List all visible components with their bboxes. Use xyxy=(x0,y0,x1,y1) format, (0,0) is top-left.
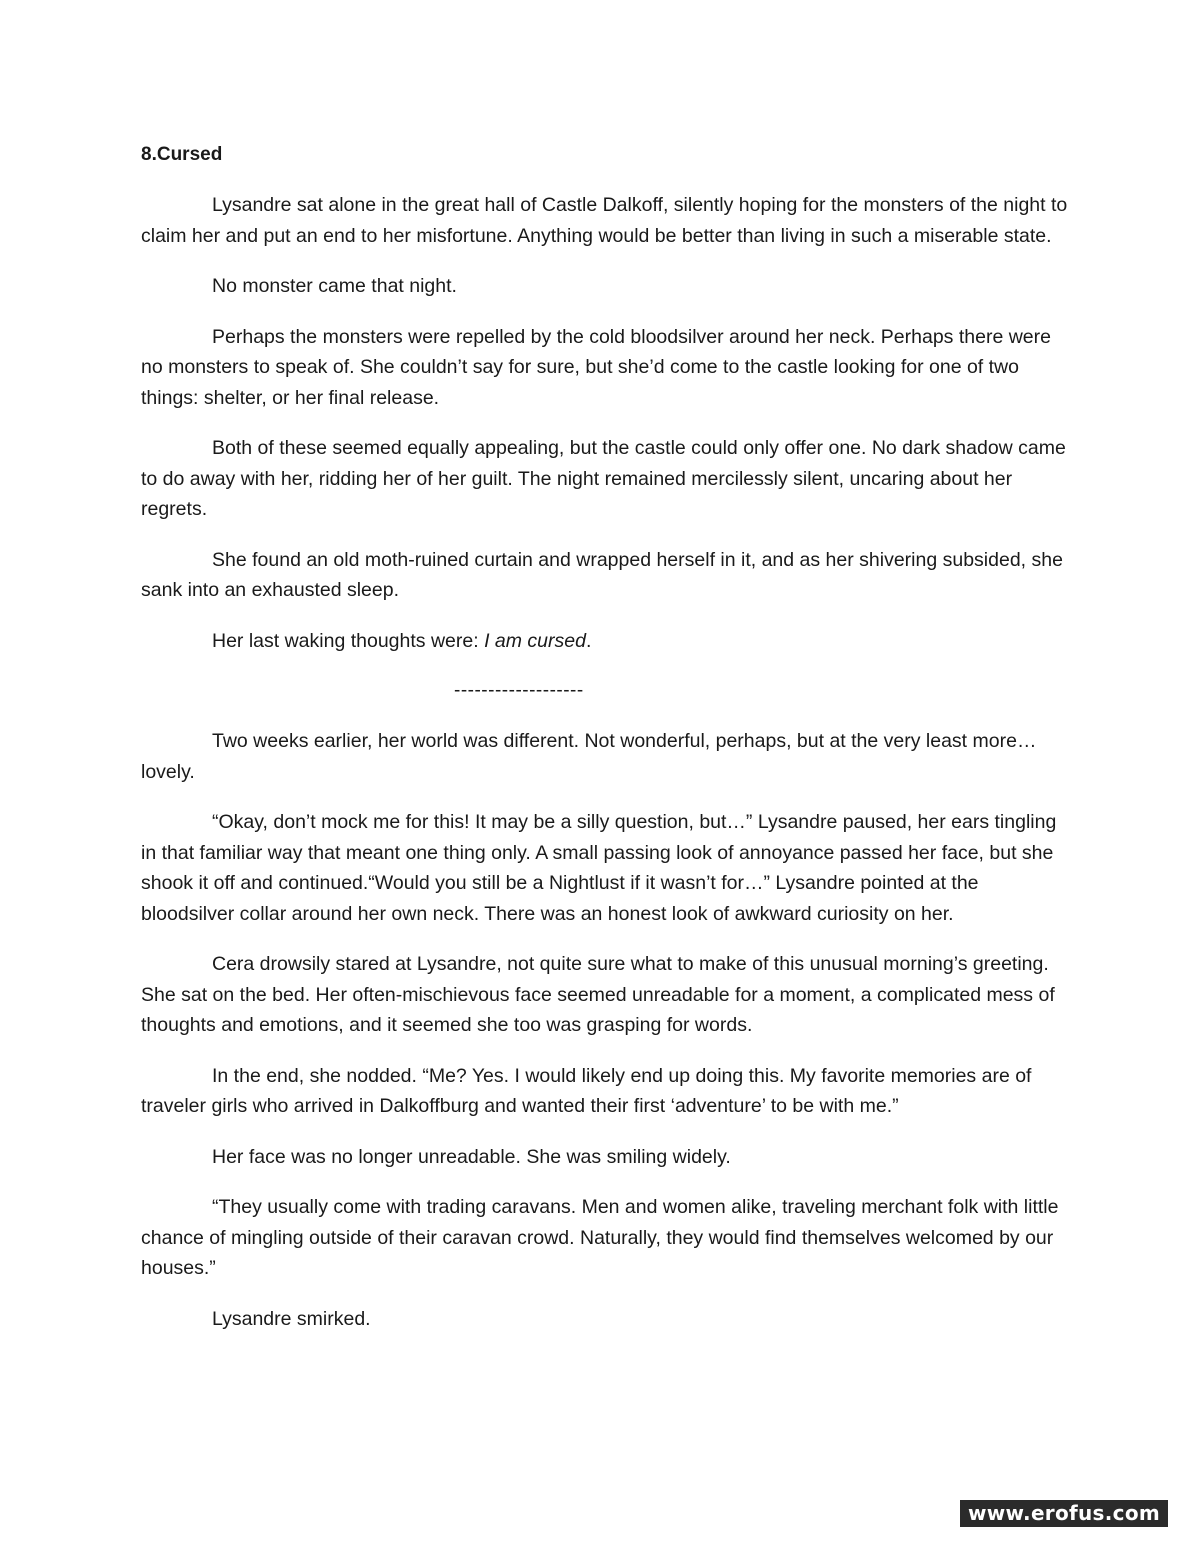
paragraph: In the end, she nodded. “Me? Yes. I would likely end up doing this. My favorite memories are of traveler girls who arrived in Dalkoffburg and wanted their first ‘adventure’ to be with me.” xyxy=(141,1064,1032,1117)
scene-separator: ------------------- xyxy=(454,680,584,701)
last-thought-italic: I am cursed xyxy=(484,629,586,652)
paragraph: She found an old moth-ruined curtain and wrapped herself in it, and as her shivering subsided, she sank into an exhausted sleep. xyxy=(141,548,1063,601)
watermark: www.erofus.com xyxy=(960,1500,1168,1527)
last-thought-paragraph xyxy=(141,626,1071,657)
last-thought-prefix: Her last waking thoughts were: xyxy=(212,629,485,652)
paragraph: Two weeks earlier, her world was different. Not wonderful, perhaps, but at the very least more…lovely. xyxy=(141,730,1037,783)
paragraph: Lysandre sat alone in the great hall of Castle Dalkoff, silently hoping for the monsters of the night to claim her and put an end to her misfortune. Anything would be better than living in such a miserable state. xyxy=(141,194,1068,247)
paragraph: No monster came that night. xyxy=(212,275,457,297)
paragraph: Both of these seemed equally appealing, but the castle could only offer one. No dark shadow came to do away with her, ridding her of her guilt. The night remained mercilessly silent, uncaring about her regrets. xyxy=(141,437,1066,520)
document-page xyxy=(141,140,1071,1354)
paragraph: “Okay, don’t mock me for this! It may be a silly question, but…” Lysandre paused, her ears tingling in that familiar way that meant one thing only. A small passing look of annoyance passed her face, but she shook it off and continued.“Would you still be a Nightlust if it wasn’t for…” Lysandre pointed at the bloodsilver collar around her own neck. There was an honest look of awkward curiosity on her. xyxy=(141,811,1057,925)
paragraph: Lysandre smirked. xyxy=(212,1307,371,1330)
paragraph: Perhaps the monsters were repelled by the cold bloodsilver around her neck. Perhaps there were no monsters to speak of. She couldn’t say for sure, but she’d come to the castle looking for one of two things: shelter, or her final release. xyxy=(141,325,1051,409)
last-thought-suffix: . xyxy=(585,629,592,652)
paragraph: Cera drowsily stared at Lysandre, not quite sure what to make of this unusual morning’s greeting. She sat on the bed. Her often-mischievous face seemed unreadable for a moment, a complicated mess of thoughts and emotions, and it seemed she too was grasping for words. xyxy=(141,953,1055,1036)
paragraph: “They usually come with trading caravans. Men and women alike, traveling merchant folk with little chance of mingling outside of their caravan crowd. Naturally, they would find themselves welcomed by our houses.” xyxy=(141,1196,1059,1279)
paragraph: Her face was no longer unreadable. She was smiling widely. xyxy=(212,1145,731,1168)
chapter-title: 8.Cursed xyxy=(141,144,223,165)
